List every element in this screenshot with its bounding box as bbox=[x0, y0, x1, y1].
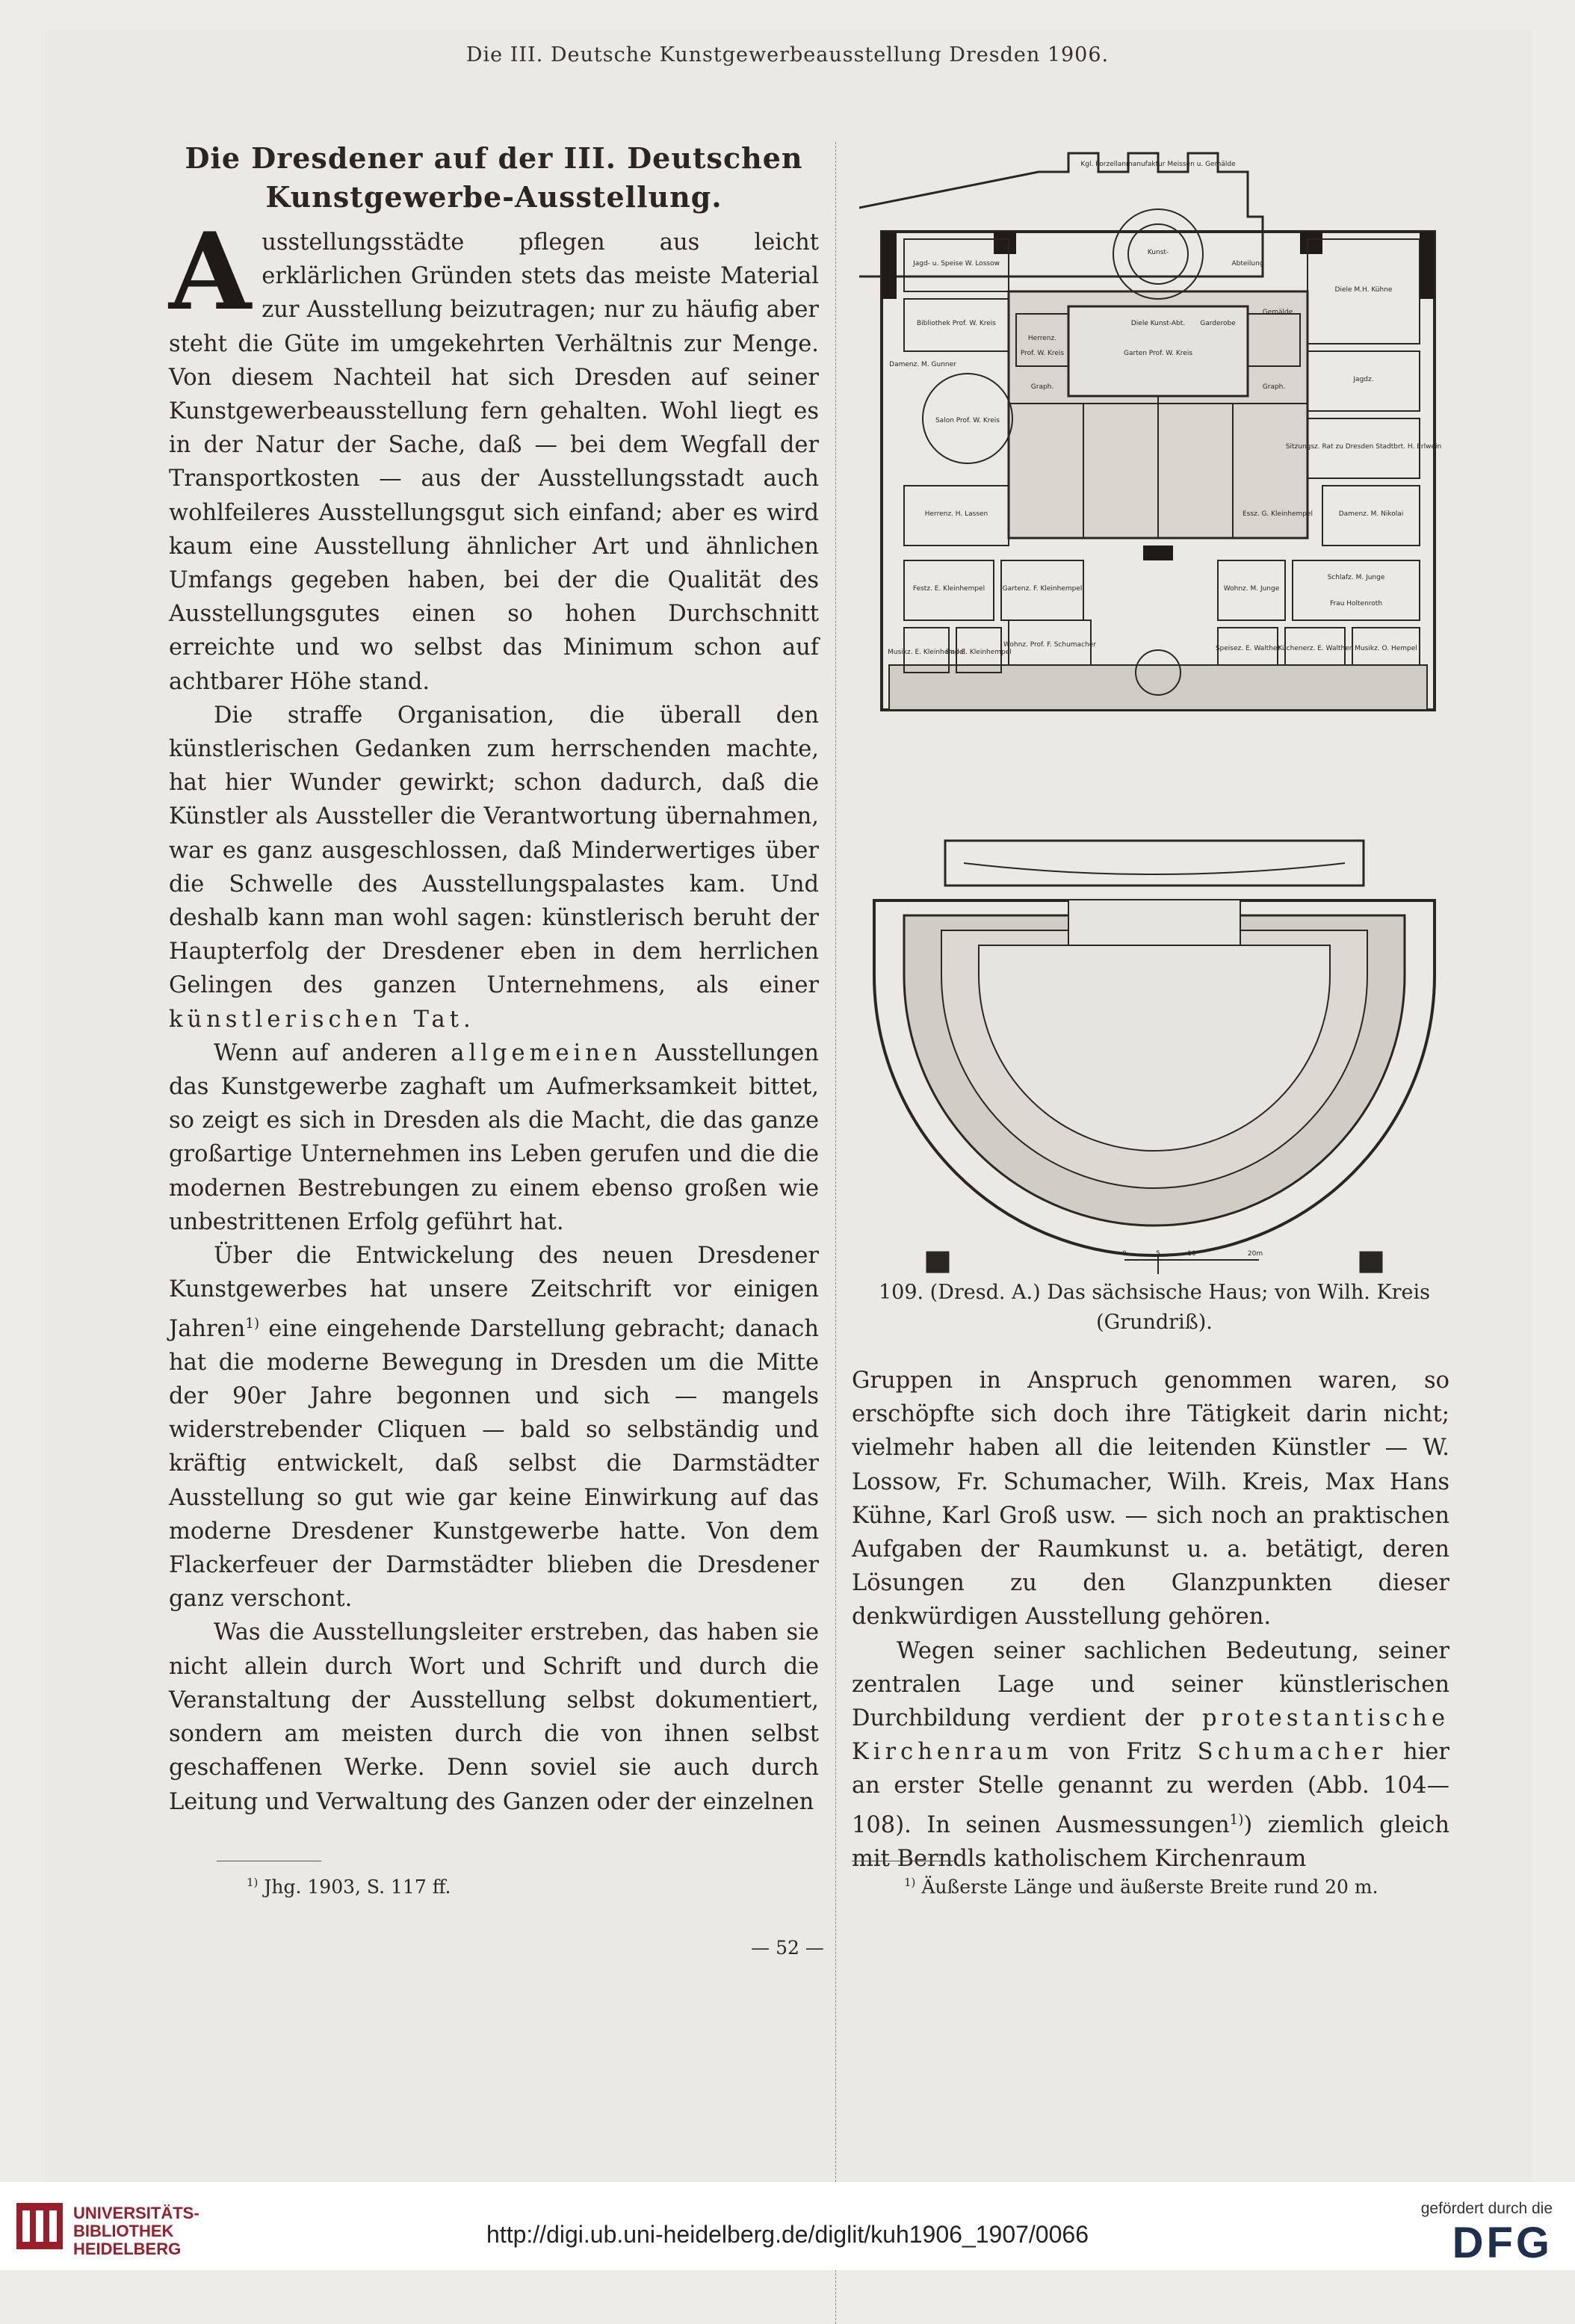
right-column bbox=[852, 1364, 1449, 1876]
spaced-emphasis: künstlerischen Tat. bbox=[169, 1006, 475, 1033]
scale-label: 10 bbox=[1187, 1250, 1196, 1258]
dfg-logo: DFG bbox=[1452, 2219, 1553, 2267]
plan-label: Frau Holtenroth bbox=[1329, 600, 1383, 608]
plan-label: Speisez. E. Walther bbox=[1215, 645, 1281, 652]
plan-label: Schlafz. M. Junge bbox=[1327, 574, 1385, 581]
plan-label: Garderobe bbox=[1200, 320, 1236, 327]
plan-label: Musikz. E. Kleinhempel bbox=[888, 649, 965, 656]
plan-label: Herrenz. H. Lassen bbox=[924, 510, 988, 518]
permalink-url[interactable]: http://digi.ub.uni-heidelberg.de/diglit/kuh1906_1907/0066 bbox=[486, 2221, 1089, 2248]
plan-label: Musikz. O. Hempel bbox=[1355, 645, 1417, 652]
footnote-right: $^{1)}$ Äußerste Länge und äußerste Breite rund 20 m. bbox=[904, 1876, 1378, 1898]
plan-label: Jagdz. bbox=[1353, 376, 1374, 383]
plan-label: Küchenerz. E. Walther bbox=[1278, 645, 1352, 652]
plan-label: Bad E. Kleinhempel bbox=[946, 649, 1012, 656]
footnote-left: $^{1)}$ Jhg. 1903, S. 117 ff. bbox=[247, 1876, 451, 1898]
column-divider bbox=[835, 142, 836, 2324]
paragraph-2: Die straffe Organisation, die überall den künstlerischen Gedanken zum herrschenden machte, hat hier Wunder gewirkt; schon dadurch, daß die Künstler als Aussteller die Verantwortung übernahmen, war es ganz ausgeschlossen, daß Minderwertiges über die Schwelle des Ausstellungspalastes kam. Und deshalb kann man wohl sagen: künstlerisch beruht der Haupterfolg der Dresdener eben in dem herrlichen Gelingen des ganzen Unternehmens, als einer künstlerischen Tat. bbox=[169, 702, 819, 1033]
right-paragraph-2: Wegen seiner sachlichen Bedeutung, seiner zentralen Lage und seiner künstlerischen Durchbildung verdient der protestantische Kirchenraum von Fritz Schumacher hier an erster Stelle genannt zu werden (Abb. 104—108). In seinen Ausmessungen$^{1)}$) ziemlich gleich mit Berndls katholischem Kirchenraum bbox=[852, 1637, 1450, 1872]
plan-label: Bibliothek Prof. W. Kreis bbox=[917, 320, 996, 327]
plan-label: Garten Prof. W. Kreis bbox=[1123, 350, 1193, 357]
paragraph-4: Über die Entwickelung des neuen Dresdener Kunstgewerbes hat unsere Zeitschrift vor einigen Jahren$^{1)}$ eine eingehende Darstellung gebracht; danach hat die moderne Bewegung in Dresden um die Mitte der 90er Jahre begonnen und sich — mangels widerstrebender Cliquen — bald so selbständig und kräftig entwickelt, daß selbst die Darmstädter Ausstellung so gut wie gar keine Einwirkung auf das moderne Dresdener Kunstgewerbe hatte. Von dem Flackerfeuer der Darmstädter blieben die Dresdener ganz verschont. bbox=[169, 1243, 819, 1613]
plan-label: Graph. bbox=[1262, 383, 1286, 391]
left-column bbox=[169, 139, 819, 1819]
scale-label: 0 bbox=[1122, 1250, 1127, 1258]
drop-cap: A bbox=[169, 210, 252, 334]
paragraph-5: Was die Ausstellungsleiter erstreben, das haben sie nicht allein durch Wort und Schrift und durch die Veranstaltung der Ausstellung selbst dokumentiert, sondern am meisten durch die von ihnen selbst geschaffenen Werke. Denn soviel sie auch durch Leitung und Verwaltung des Ganzen oder der einzelnen bbox=[169, 1619, 819, 1815]
plan-label: Sitzungsz. Rat zu Dresden Stadtbrt. H. Erlwein bbox=[1285, 443, 1442, 451]
university-library-name: UNIVERSITÄTS- BIBLIOTHEK HEIDELBERG bbox=[73, 2204, 199, 2258]
spaced-emphasis: Schumacher bbox=[1197, 1739, 1387, 1766]
plan-label: Festz. E. Kleinhempel bbox=[912, 585, 985, 593]
funding-caption: gefördert durch die bbox=[1420, 2200, 1553, 2217]
scale-label: 20m bbox=[1247, 1250, 1263, 1258]
footnote-marker: 1) bbox=[245, 1315, 260, 1332]
plan-label: Kunst- bbox=[1147, 249, 1169, 256]
plan-label: Diele M.H. Kühne bbox=[1334, 286, 1393, 294]
plan-label: Damenz. M. Gunner bbox=[889, 361, 956, 368]
plan-label: Herrenz. bbox=[1027, 335, 1057, 342]
plan-label: Prof. W. Kreis bbox=[1020, 350, 1065, 357]
plan-label: Diele Kunst-Abt. bbox=[1130, 320, 1186, 327]
spaced-emphasis: protestantische Kirchenraum bbox=[852, 1705, 1449, 1766]
plan-label: Wohnz. Prof. F. Schumacher bbox=[1003, 641, 1096, 649]
article-title: Die Dresdener auf der III. Deutschen Kunstgewerbe-Ausstellung. bbox=[185, 141, 803, 214]
plan-label: Gartenz. F. Kleinhempel bbox=[1002, 585, 1083, 593]
running-head: Die III. Deutsche Kunstgewerbeausstellung Dresden 1906. bbox=[465, 43, 1110, 67]
footnote-marker: 1) bbox=[1229, 1811, 1244, 1828]
right-paragraph-1: Gruppen in Anspruch genommen waren, so erschöpfte sich doch ihre Tätigkeit darin nicht; vielmehr haben all die leitenden Künstler — W. Lossow, Fr. Schumacher, Wilh. Kreis, Max Hans Kühne, Karl Groß usw. — sich noch an praktischen Aufgaben der Raumkunst u. a. betätigt, deren Lösungen zu den Glanzpunkten dieser denkwürdigen Ausstellung gehören. bbox=[852, 1367, 1449, 1631]
figure-caption: 109. (Dresd. A.) Das sächsische Haus; von Wilh. Kreis (Grundriß). bbox=[878, 1281, 1431, 1334]
plan-label: Wohnz. M. Junge bbox=[1223, 585, 1280, 593]
plan-label: Abteilung bbox=[1231, 260, 1264, 268]
plan-label: Damenz. M. Nikolai bbox=[1338, 510, 1404, 518]
plan-label: Kgl. Porzellanmanufaktur Meissen u. Gemälde bbox=[1080, 161, 1236, 168]
paragraph-1: Ausstellungsstädte pflegen aus leicht erklärlichen Gründen stets das meiste Material zur Ausstellung beizutragen; nur zu häufig aber steht die Güte im umgekehrten Verhältnis zur Menge. Von diesem Nachteil hat sich Dresden auf seiner Kunstgewerbeausstellung fern gehalten. Wohl liegt es in der Natur der Sache, daß — bei dem Wegfall der Transportkosten — aus der Ausstellungsstadt auch wohlfeileres Ausstellungsgut sich einfand; aber es wird kaum eine Ausstellung ähnlicher Art und ähnlichen Umfangs gegeben haben, bei der die Qualität des Ausstellungsgutes einen so hohen Durchschnitt erreichte und wo selbst das Minimum schon auf achtbarer Höhe stand. bbox=[169, 210, 819, 695]
plan-label: Essz. G. Kleinhempel bbox=[1242, 510, 1313, 518]
paragraph-3: Wenn auf anderen allgemeinen Ausstellungen das Kunstgewerbe zaghaft um Aufmerksamkeit bittet, so zeigt es sich in Dresden als die Macht, die das ganze großartige Unternehmen ins Leben gerufen und die die modernen Bestrebungen zu einem ebenso großen wie unbestrittenen Erfolg geführt hat. bbox=[169, 1039, 819, 1235]
half-round-plan-figure bbox=[859, 833, 1449, 1282]
page-number: — 52 — bbox=[751, 1937, 824, 1959]
plan-label: Graph. bbox=[1030, 383, 1054, 391]
floor-plan-figure bbox=[859, 142, 1449, 800]
scale-label: 5 bbox=[1156, 1250, 1160, 1258]
plan-label: Salon Prof. W. Kreis bbox=[935, 417, 1000, 424]
spaced-emphasis: allgemeinen bbox=[451, 1039, 642, 1066]
plan-label: Gemälde bbox=[1262, 309, 1293, 316]
scale-bar bbox=[1121, 1246, 1263, 1269]
plan-label: Jagd- u. Speise W. Lossow bbox=[913, 260, 1000, 268]
